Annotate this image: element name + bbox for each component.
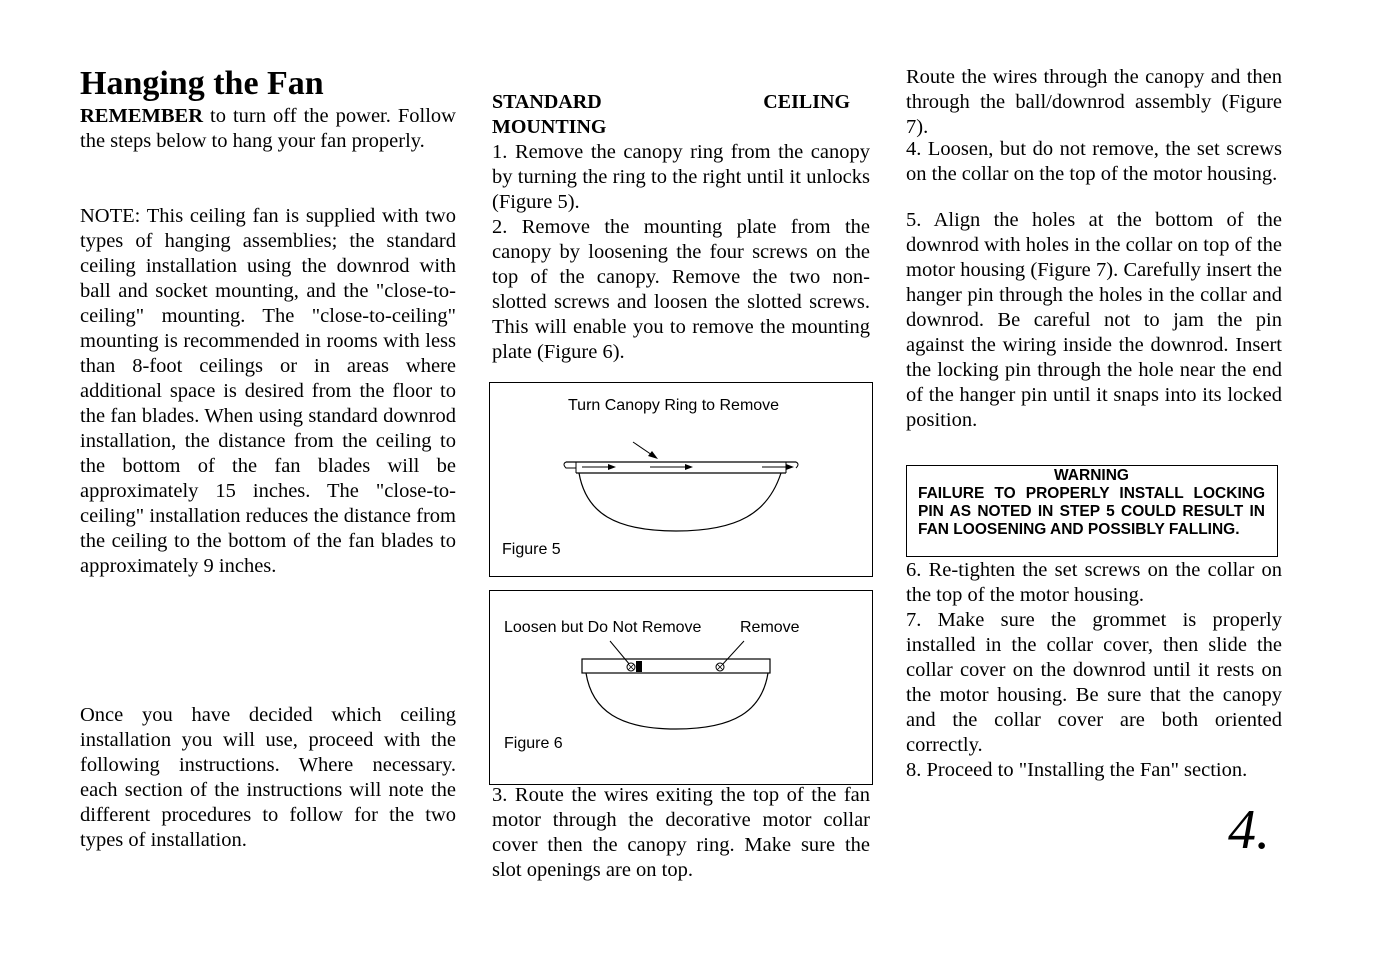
warning-box <box>906 465 1278 557</box>
note-paragraph: NOTE: This ceiling fan is supplied with two types of hanging assemblies; the standard ceiling installation using the downrod with ball and socket mounting, and the "close-to-ceiling" mounting. The "close-to-ceiling" mounting is recommended in rooms with less than 8-foot ceilings or in areas where additional space is desired from the floor to the fan blades. When using standard downrod installation, the distance from the ceiling to the bottom of the fan blades will be approximately 15 inches. The "close-to-ceiling" installation reduces the distance from the ceiling to the bottom of the fan blades to approximately 9 inches. <box>80 205 456 577</box>
step-3: 3. Route the wires exiting the top of the fan motor through the decorative motor collar cover then the canopy ring. Make sure the slot openings are on top. <box>492 784 870 881</box>
warning-text: FAILURE TO PROPERLY INSTALL LOCKING PIN AS NOTED IN STEP 5 COULD RESULT IN FAN LOOSENING AND POSSIBLY FALLING. <box>918 485 1265 538</box>
figure-6-label-left: Loosen but Do Not Remove <box>504 619 702 636</box>
figure-5-label: Turn Canopy Ring to Remove <box>568 397 780 414</box>
step-1: 1. Remove the canopy ring from the canopy by turning the ring to the right until it unlocks (Figure 5). <box>492 141 870 213</box>
intro-text: to turn off the power. Follow the steps below to hang your fan properly. <box>80 105 456 152</box>
remember-label: REMEMBER <box>80 105 203 127</box>
intro-paragraph <box>80 104 456 154</box>
step-4: 4. Loosen, but do not remove, the set screws on the collar on the top of the motor housing. <box>906 138 1282 185</box>
step-3-continued: Route the wires through the canopy and then through the ball/downrod assembly (Figure 7). <box>906 66 1282 138</box>
step-6: 6. Re-tighten the set screws on the collar on the top of the motor housing. <box>906 559 1282 606</box>
section-heading-cont: MOUNTING <box>492 116 607 138</box>
figure-5 <box>489 382 873 577</box>
step-5: 5. Align the holes at the bottom of the downrod with holes in the collar on top of the motor housing (Figure 7). Carefully insert the hanger pin through the holes in the collar and downrod. Be careful not to jam the pin against the wiring inside the downrod. Insert the locking pin through the hole near the end of the hanger pin until it snaps into its locked position. <box>906 209 1282 431</box>
mounting-plate-illustration <box>490 591 872 784</box>
figure-6-caption: Figure 6 <box>504 735 563 752</box>
step-8: 8. Proceed to "Installing the Fan" section. <box>906 759 1248 781</box>
step-2: 2. Remove the mounting plate from the canopy by loosening the four screws on the top of the canopy. Remove the two non-slotted screws and loosen the slotted screws. This will enable you to remove the mounting plate (Figure 6). <box>492 216 870 363</box>
warning-title: WARNING <box>1054 467 1129 484</box>
once-paragraph: Once you have decided which ceiling installation you will use, proceed with the following instructions. Where necessary. each section of the instructions will note the different procedures to follow for the two types of installation. <box>80 704 456 851</box>
step-7: 7. Make sure the grommet is properly installed in the collar cover, then slide the collar cover on the downrod until it rests on the motor housing. Be sure that the canopy and the collar cover are both oriented correctly. <box>906 609 1282 756</box>
page-title: Hanging the Fan <box>80 65 324 102</box>
figure-6 <box>489 590 873 785</box>
figure-5-caption: Figure 5 <box>502 541 561 558</box>
figure-6-label-right: Remove <box>740 619 800 636</box>
page-number: 4. <box>1228 799 1270 861</box>
section-heading: STANDARD CEILING <box>492 91 850 113</box>
